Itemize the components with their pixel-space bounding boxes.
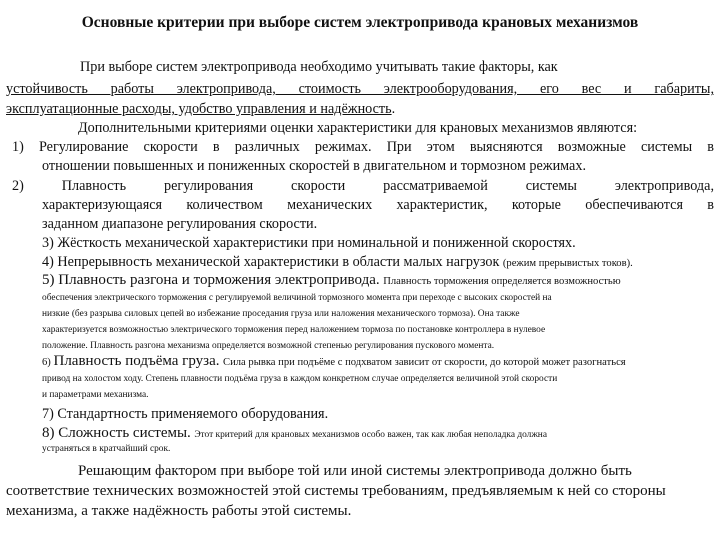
item-6-note-3: и параметрами механизма.: [42, 390, 149, 400]
item-1-line-1: 1) Регулирование скорости в различных режимах. При этом выясняются возможные системы в: [12, 139, 714, 155]
item-5-main: 5) Плавность разгона и торможения электропривода.: [42, 272, 380, 288]
item-2-line-2: характеризующаяся количеством механических характеристик, которые обеспечиваются в: [42, 197, 714, 213]
item-8-note-2: устраняться в кратчайший срок.: [42, 444, 171, 454]
intro-line-3: [6, 100, 395, 118]
intro-line-2: устойчивость работы электропривода, стоимость электрооборудования, его вес и габариты,: [6, 81, 714, 97]
item-4: [42, 253, 633, 273]
item-8-main: 8) Сложность системы.: [42, 425, 191, 441]
item-5-note-2: обеспечения электрического торможения с регулируемой величиной тормозного момента при переходе с высоких скоростей на: [42, 293, 552, 303]
item-5: [42, 271, 621, 291]
item-1-line-2: отношении повышенных и пониженных скоростей в двигательном и тормозном режимах.: [42, 158, 586, 174]
additional-criteria-intro: Дополнительными критериями оценки характеристики для крановых механизмов являются:: [78, 120, 638, 136]
intro-line-3-underlined: эксплуатационные расходы, удобство управления и надёжность: [6, 101, 392, 117]
page-title: Основные критерии при выборе систем электропривода крановых механизмов: [81, 14, 639, 31]
item-6-note-2: привод на холостом ходу. Степень плавности подъёма груза в каждом конкретном случае определяется величиной этой скорости: [42, 374, 558, 384]
item-6-note-1: Сила рывка при подъёме с подхватом зависит от скорости, до которой может разогнаться: [223, 357, 626, 368]
item-5-note-4: характеризуется возможностью электрического торможения перед наложением тормоза по постановке контроллера в нулевое: [42, 325, 546, 335]
item-8-note-1: Этот критерий для крановых механизмов особо важен, так как любая неполадка должна: [194, 430, 547, 440]
closing-line-2: соответствие технических возможностей этой системы требованиям, предъявляемым к ней со стороны: [6, 483, 666, 499]
item-6-main: Плавность подъёма груза.: [53, 353, 220, 369]
item-2-line-3: заданном диапазоне регулирования скорости.: [42, 216, 318, 232]
intro-line-1: При выборе систем электропривода необходимо учитывать такие факторы, как: [80, 59, 558, 75]
item-8: [42, 424, 547, 444]
item-4-main: 4) Непрерывность механической характеристики в области малых нагрузок: [42, 254, 503, 270]
item-5-note-1: Плавность торможения определяется возможностью: [383, 276, 621, 287]
closing-line-1: Решающим фактором при выборе той или иной системы электропривода должно быть: [78, 463, 632, 479]
item-5-note-5: положение. Плавность разгона механизма определяется возможной степенью регулирования пускового момента.: [42, 341, 495, 351]
item-4-note: (режим прерывистых токов).: [502, 258, 633, 269]
intro-line-3-end: .: [391, 101, 396, 117]
closing-line-3: механизма, а также надёжность работы этой системы.: [6, 503, 352, 519]
item-5-note-3: низкие (без разрыва силовых цепей во избежание проседания груза или наложения механического тормоза). Она также: [42, 309, 520, 319]
item-6-number: 6): [42, 357, 54, 368]
item-7: 7) Стандартность применяемого оборудования.: [42, 406, 329, 422]
item-3: 3) Жёсткость механической характеристики при номинальной и пониженной скоростях.: [42, 235, 576, 251]
item-2-line-1: 2) Плавность регулирования скорости рассматриваемой системы электропривода,: [12, 178, 714, 194]
item-6: [42, 352, 626, 372]
